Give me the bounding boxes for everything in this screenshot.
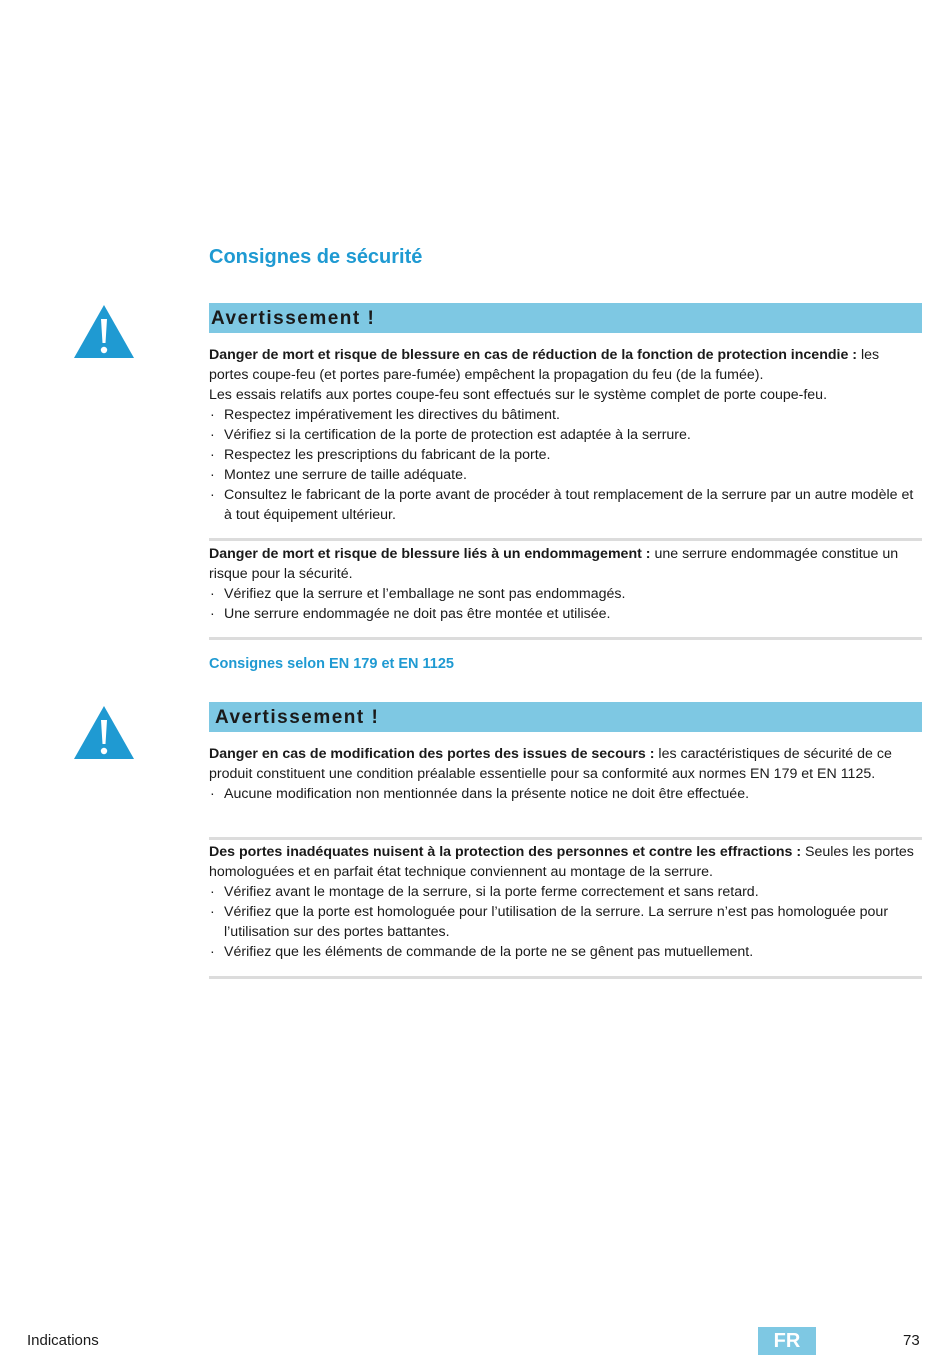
- list-item: · Vérifiez que la serrure et l’emballage ne sont pas endommagés.: [209, 584, 922, 604]
- footer-section-label: Indications: [27, 1332, 99, 1349]
- paragraph-lead: Des portes inadéquates nuisent à la protection des personnes et contre les effractions :: [209, 844, 802, 860]
- bullet-list: [209, 882, 922, 962]
- divider: [209, 538, 922, 541]
- warning2-block2: [209, 842, 922, 962]
- page-number: 73: [903, 1332, 920, 1349]
- warning1-block2: [209, 544, 922, 624]
- divider: [209, 837, 922, 840]
- list-item: · Respectez les prescriptions du fabricant de la porte.: [209, 445, 922, 465]
- list-item: · Vérifiez avant le montage de la serrure, si la porte ferme correctement et sans retard.: [209, 882, 922, 902]
- warning1-block1: [209, 345, 922, 525]
- list-item: · Vérifiez si la certification de la porte de protection est adaptée à la serrure.: [209, 425, 922, 445]
- bullet-list: [209, 584, 922, 624]
- divider: [209, 976, 922, 979]
- bullet-list: [209, 405, 922, 525]
- list-item: · Une serrure endommagée ne doit pas être montée et utilisée.: [209, 604, 922, 624]
- warning2-block1: [209, 744, 922, 804]
- list-item: · Vérifiez que les éléments de commande de la porte ne se gênent pas mutuellement.: [209, 942, 922, 962]
- bullet-list: [209, 784, 922, 804]
- paragraph-text: une serrure endommagée constitue un risque pour la sécurité.: [209, 546, 899, 582]
- section-title: Consignes de sécurité: [209, 246, 423, 268]
- paragraph-text: les caractéristiques de sécurité de ce produit constituent une condition préalable essentielle pour sa conformité aux normes EN 179 et EN 1125.: [209, 746, 892, 782]
- warning-label-bar: Avertissement !: [209, 702, 922, 732]
- paragraph: Les essais relatifs aux portes coupe-feu sont effectués sur le système complet de porte coupe-feu.: [209, 387, 828, 403]
- paragraph-text: les portes coupe-feu (et portes pare-fumée) empêchent la propagation du feu (de la fumée).: [209, 347, 880, 383]
- warning-triangle-icon: [72, 704, 136, 760]
- divider: [209, 637, 922, 640]
- list-item: · Vérifiez que la porte est homologuée pour l’utilisation de la serrure. La serrure n’est pas homologuée pour l’utilisation sur des portes battantes.: [209, 902, 922, 942]
- subsection-title: Consignes selon EN 179 et EN 1125: [209, 656, 454, 672]
- paragraph: [209, 842, 922, 882]
- paragraph: [209, 345, 922, 385]
- paragraph-lead: Danger de mort et risque de blessure en cas de réduction de la fonction de protection incendie :: [209, 347, 858, 363]
- warning-label-bar: Avertissement !: [209, 303, 922, 333]
- paragraph-lead: Danger en cas de modification des portes des issues de secours :: [209, 746, 655, 762]
- paragraph: [209, 744, 922, 784]
- language-badge: FR: [758, 1327, 816, 1355]
- warning-triangle-icon: [72, 303, 136, 359]
- list-item: · Consultez le fabricant de la porte avant de procéder à tout remplacement de la serrure par un autre modèle et à tout équipement ultérieur.: [209, 485, 922, 525]
- list-item: · Respectez impérativement les directives du bâtiment.: [209, 405, 922, 425]
- paragraph: [209, 544, 922, 584]
- paragraph-lead: Danger de mort et risque de blessure liés à un endommagement :: [209, 546, 651, 562]
- list-item: · Aucune modification non mentionnée dans la présente notice ne doit être effectuée.: [209, 784, 922, 804]
- list-item: · Montez une serrure de taille adéquate.: [209, 465, 922, 485]
- paragraph-text: Seules les portes homologuées et en parfait état technique conviennent au montage de la serrure.: [209, 844, 914, 880]
